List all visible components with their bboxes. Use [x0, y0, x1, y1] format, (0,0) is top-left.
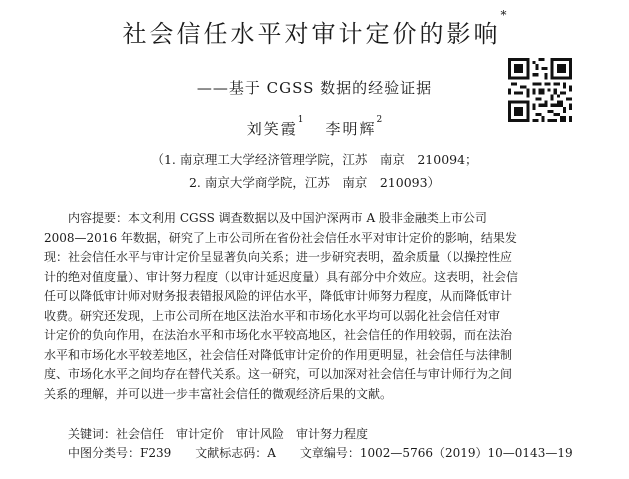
author-affiliation-mark: 1: [297, 115, 304, 125]
abstract: [44, 209, 584, 404]
paper-subtitle: ——基于 CGSS 数据的经验证据: [196, 79, 433, 97]
affiliation-line: 2. 南京大学商学院，江苏 南京 210093）: [188, 175, 441, 190]
abstract-line: 计定价的负向作用，在法治水平和市场化水平较高地区，社会信任的作用较弱，而在法治: [44, 328, 513, 342]
abstract-line: 2008—2016 年数据，研究了上市公司所在省份社会信任水平对审计定价的影响，结果发: [44, 230, 517, 245]
title-footnote-mark: *: [500, 8, 507, 22]
author-name: 李明辉: [325, 120, 377, 138]
author-name: 刘笑霞: [246, 120, 298, 138]
abstract-line: 现：社会信任水平与审计定价呈显著负向关系；进一步研究表明，盈余质量（以操控性应: [44, 250, 513, 264]
affiliation-line: （1. 南京理工大学经济管理学院，江苏 南京 210094；: [151, 152, 478, 167]
abstract-line: 计的绝对值度量）、审计努力程度（以审计延迟度量）具有部分中介效应。这表明，社会信: [44, 269, 519, 284]
qr-code-icon: [508, 58, 572, 122]
abstract-line: 收费。研究还发现，上市公司所在地区法治水平和市场化水平均可以弱化社会信任对审: [44, 308, 501, 323]
abstract-line: 内容提要：本文利用 CGSS 调查数据以及中国沪深两市 A 股非金融类上市公司: [68, 211, 487, 225]
keywords-line: 关键词：社会信任 审计定价 审计风险 审计努力程度: [68, 427, 369, 441]
abstract-line: 水平和市场化水平较差地区，社会信任对降低审计定价的作用更明显，社会信任与法律制: [44, 347, 513, 362]
qr-code-graphic: [508, 58, 572, 122]
classification-line: 中图分类号：F239 文献标志码：A 文章编号：1002—5766（2019）10—0143—19: [68, 446, 573, 460]
paper-title-text: 社会信任水平对审计定价的影响: [122, 20, 501, 48]
abstract-line: 任可以降低审计师对财务报表错报风险的评估水平，降低审计师努力程度，从而降低审计: [44, 289, 513, 303]
abstract-line: 关系的理解，并可以进一步丰富社会信任的微观经济后果的文献。: [44, 386, 393, 401]
author-affiliation-mark: 2: [376, 115, 383, 125]
abstract-line: 度、市场化水平之间均存在替代关系。这一研究，可以加深对社会信任与审计师行为之间: [44, 367, 513, 381]
paper-title: [0, 8, 629, 49]
